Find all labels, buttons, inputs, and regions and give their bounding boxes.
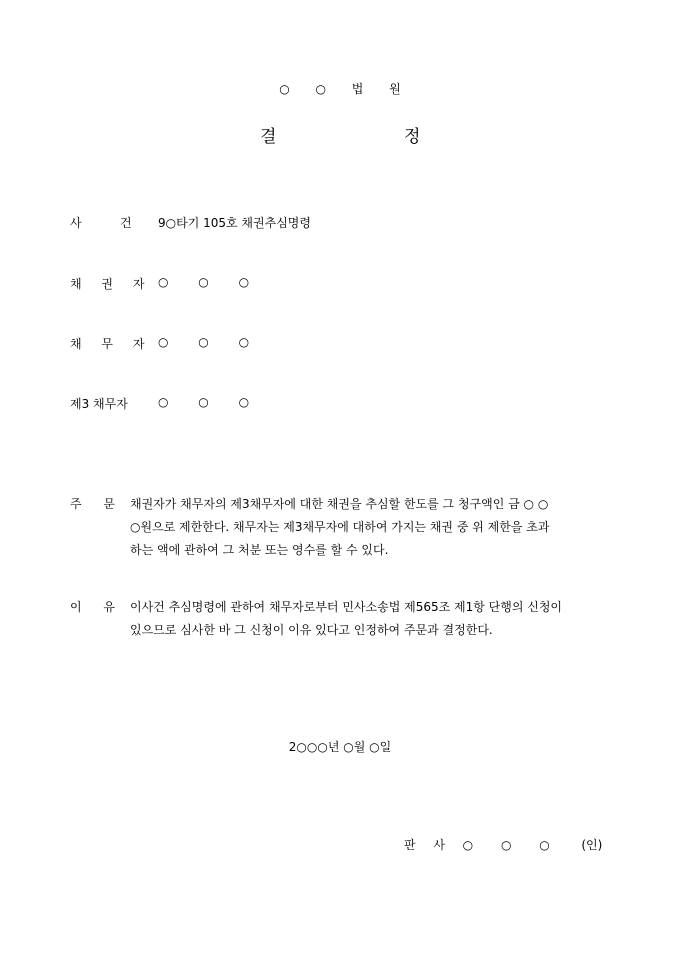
third-debtor-name: ○ ○ ○ [158,395,250,409]
court-name: ○ ○ 법 원 [279,82,401,96]
judge-name: ○ ○ ○ [462,838,550,852]
judge-label: 판 사 [404,838,445,852]
case-label-a: 사 [70,216,82,230]
debtor-label: 채 무 자 [70,337,153,351]
reason-line-2: 있으므로 심사한 바 그 신청이 이유 있다고 인정하여 주문과 결정한다. [130,623,493,637]
decision-date: 2○○○년 ○월 ○일 [288,740,392,754]
order-line-3: 하는 액에 관하여 그 처분 또는 영수를 할 수 있다. [130,543,389,557]
case-value: 9○타기 105호 채권추심명령 [158,216,311,230]
creditor-label: 채 권 자 [70,277,153,291]
judge-signature [404,836,602,853]
reason-label: 이 유 [70,600,115,614]
order-line-2: ○원으로 제한한다. 채무자는 제3채무자에 대하여 가지는 채권 중 위 제한을 초과 [130,520,550,534]
case-label-b: 건 [120,216,132,230]
reason-line-1: 이사건 추심명령에 관하여 채무자로부터 민사소송법 제565조 제1항 단행의 신청이 [130,600,563,614]
order-label: 주 문 [70,497,115,511]
judge-seal: (인) [581,838,603,852]
debtor-name: ○ ○ ○ [158,335,250,349]
creditor-name: ○ ○ ○ [158,275,250,289]
document-title-right: 정 [404,127,421,147]
third-debtor-label: 제3 채무자 [70,397,128,411]
document-title-left: 결 [260,127,277,147]
order-line-1: 채권자가 채무자의 제3채무자에 대한 채권을 추심할 한도를 그 청구액인 금 ○ ○ [130,497,549,511]
